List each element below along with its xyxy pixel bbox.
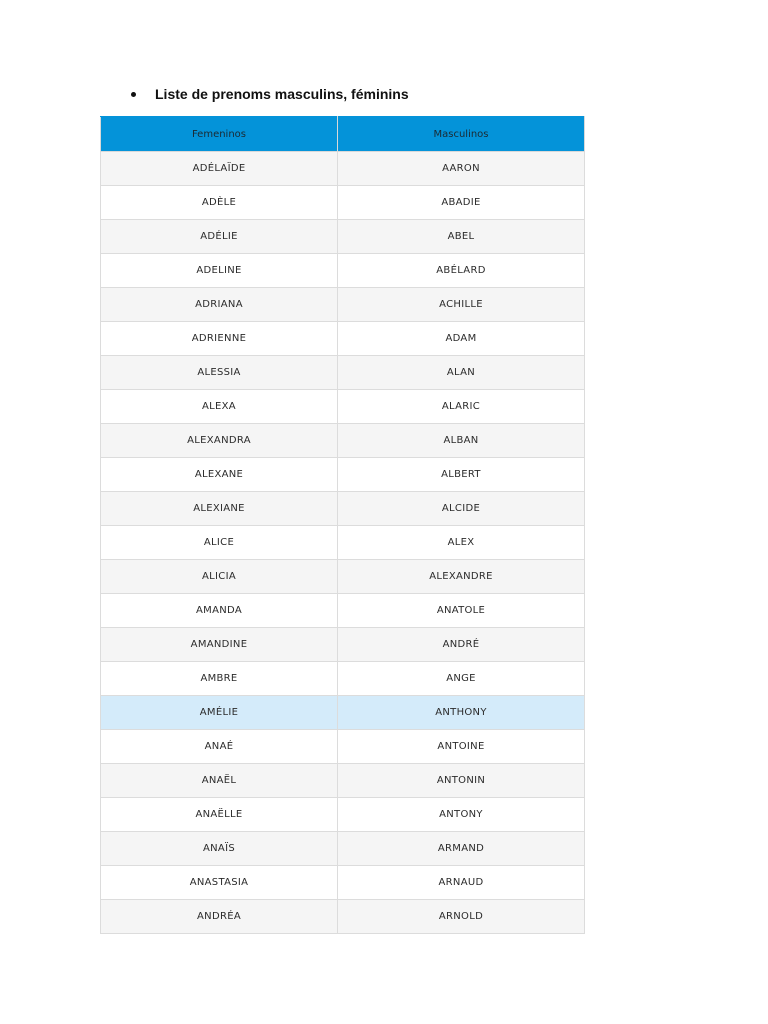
feminine-name-cell: ADRIANA [101, 288, 338, 322]
masculine-name-cell: AARON [338, 152, 585, 186]
feminine-name-cell: ANAËLLE [101, 798, 338, 832]
bullet-icon [131, 92, 136, 97]
table-row [101, 900, 585, 934]
table-row [101, 424, 585, 458]
names-table [100, 116, 585, 934]
feminine-name-cell: ALEXANDRA [101, 424, 338, 458]
column-header-femeninos: Femeninos [101, 117, 338, 152]
table-row [101, 220, 585, 254]
masculine-name-cell: ALBERT [338, 458, 585, 492]
table-row [101, 560, 585, 594]
table-row [101, 492, 585, 526]
table-row [101, 186, 585, 220]
masculine-name-cell: ANTONIN [338, 764, 585, 798]
feminine-name-cell: ANAËL [101, 764, 338, 798]
masculine-name-cell: ABÉLARD [338, 254, 585, 288]
masculine-name-cell: ALAN [338, 356, 585, 390]
list-heading [131, 86, 409, 102]
masculine-name-cell: ALBAN [338, 424, 585, 458]
masculine-name-cell: ALEXANDRE [338, 560, 585, 594]
masculine-name-cell: ARNOLD [338, 900, 585, 934]
feminine-name-cell: ADELINE [101, 254, 338, 288]
table-row [101, 254, 585, 288]
feminine-name-cell: ALEXANE [101, 458, 338, 492]
masculine-name-cell: ABADIE [338, 186, 585, 220]
masculine-name-cell: ADAM [338, 322, 585, 356]
table-row [101, 152, 585, 186]
feminine-name-cell: ADRIENNE [101, 322, 338, 356]
table-header-row [101, 117, 585, 152]
feminine-name-cell: AMÉLIE [101, 696, 338, 730]
feminine-name-cell: ANASTASIA [101, 866, 338, 900]
masculine-name-cell: ANTOINE [338, 730, 585, 764]
feminine-name-cell: ANAÏS [101, 832, 338, 866]
feminine-name-cell: ALEXIANE [101, 492, 338, 526]
table-row [101, 288, 585, 322]
masculine-name-cell: ANGE [338, 662, 585, 696]
table-row [101, 356, 585, 390]
table-body [101, 152, 585, 934]
feminine-name-cell: ADÉLAÏDE [101, 152, 338, 186]
heading-text: Liste de prenoms masculins, féminins [155, 86, 409, 102]
masculine-name-cell: ABEL [338, 220, 585, 254]
masculine-name-cell: ANDRÉ [338, 628, 585, 662]
table-row [101, 866, 585, 900]
table-row [101, 662, 585, 696]
feminine-name-cell: AMANDINE [101, 628, 338, 662]
masculine-name-cell: ALEX [338, 526, 585, 560]
feminine-name-cell: AMBRE [101, 662, 338, 696]
masculine-name-cell: ALCIDE [338, 492, 585, 526]
masculine-name-cell: ARMAND [338, 832, 585, 866]
feminine-name-cell: ALICIA [101, 560, 338, 594]
feminine-name-cell: ADÉLIE [101, 220, 338, 254]
feminine-name-cell: ALESSIA [101, 356, 338, 390]
table-row [101, 322, 585, 356]
feminine-name-cell: ANAÉ [101, 730, 338, 764]
table-row [101, 526, 585, 560]
table-row [101, 764, 585, 798]
table-row [101, 628, 585, 662]
masculine-name-cell: ACHILLE [338, 288, 585, 322]
feminine-name-cell: ALEXA [101, 390, 338, 424]
table-row [101, 458, 585, 492]
masculine-name-cell: ALARIC [338, 390, 585, 424]
masculine-name-cell: ANTONY [338, 798, 585, 832]
table-row [101, 390, 585, 424]
table-row [101, 696, 585, 730]
masculine-name-cell: ANTHONY [338, 696, 585, 730]
feminine-name-cell: AMANDA [101, 594, 338, 628]
table-row [101, 832, 585, 866]
table-row [101, 730, 585, 764]
table-row [101, 798, 585, 832]
table-row [101, 594, 585, 628]
column-header-masculinos: Masculinos [338, 117, 585, 152]
feminine-name-cell: ANDRÉA [101, 900, 338, 934]
feminine-name-cell: ADÈLE [101, 186, 338, 220]
masculine-name-cell: ANATOLE [338, 594, 585, 628]
feminine-name-cell: ALICE [101, 526, 338, 560]
masculine-name-cell: ARNAUD [338, 866, 585, 900]
